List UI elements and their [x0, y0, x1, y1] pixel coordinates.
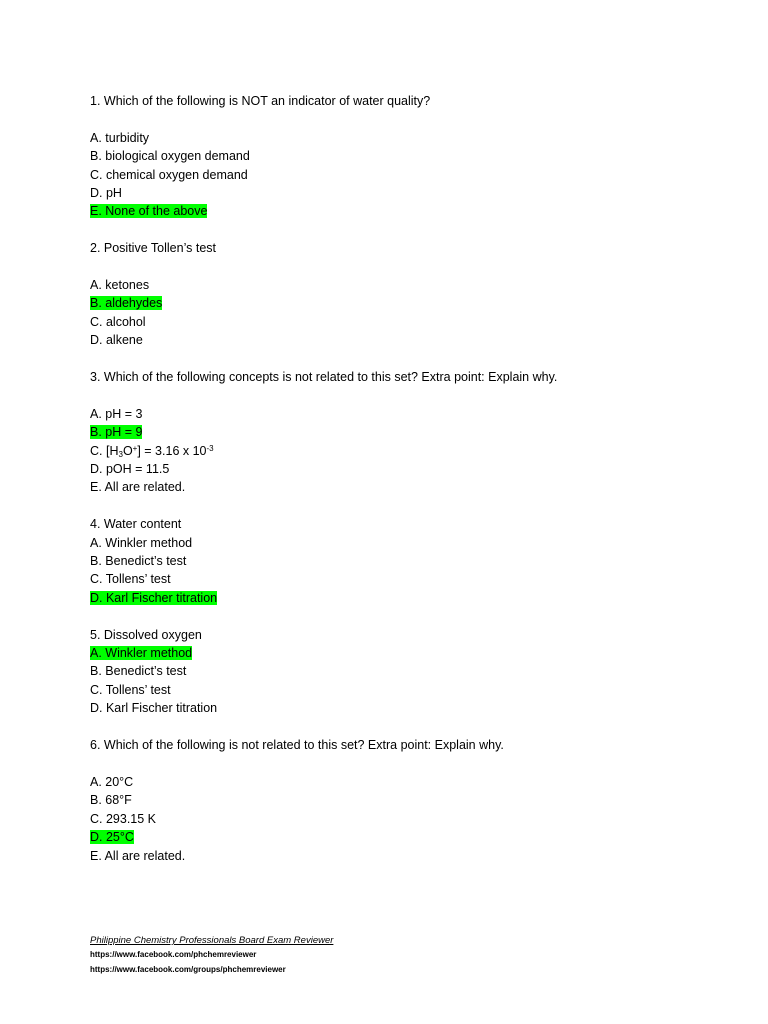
option: D. alkene [90, 333, 143, 348]
option-correct: E. None of the above [90, 204, 208, 219]
option: C. chemical oxygen demand [90, 167, 248, 182]
option: C. 293.15 K [90, 811, 157, 826]
option-correct: B. aldehydes [90, 296, 163, 311]
option: D. pH [90, 186, 122, 201]
option: C. Tollens’ test [90, 572, 171, 587]
option-correct: D. Karl Fischer titration [90, 590, 218, 605]
question-stem: 1. Which of the following is NOT an indicator of water quality? [90, 94, 431, 108]
question-5 [90, 626, 557, 718]
option: E. All are related. [90, 480, 186, 495]
option-correct: A. Winkler method [90, 646, 193, 661]
footer-link-group[interactable]: https://www.facebook.com/groups/phchemreviewer [90, 964, 286, 974]
page-footer [90, 934, 333, 977]
quiz-content [90, 92, 557, 865]
question-stem: 2. Positive Tollen’s test [90, 241, 216, 256]
question-stem: 5. Dissolved oxygen [90, 627, 202, 642]
option: B. 68°F [90, 793, 132, 808]
option: D. pOH = 11.5 [90, 462, 170, 477]
option-correct: D. 25°C [90, 830, 134, 845]
option: A. Winkler method [90, 535, 193, 550]
option: C. alcohol [90, 314, 146, 329]
question-1 [90, 92, 557, 221]
option: A. pH = 3 [90, 406, 143, 421]
option-correct: B. pH = 9 [90, 425, 143, 440]
option: A. ketones [90, 278, 150, 293]
question-stem: 6. Which of the following is not related to this set? Extra point: Explain why. [90, 738, 504, 753]
question-6 [90, 736, 557, 865]
option: C. Tollens’ test [90, 682, 171, 697]
option: E. All are related. [90, 848, 186, 863]
question-stem: 3. Which of the following concepts is not related to this set? Extra point: Explain why. [90, 370, 558, 385]
option-formula: C. $[H_3O^+] = 3.16$ x $10^{-3}$ [90, 443, 214, 459]
question-stem: 4. Water content [90, 517, 182, 532]
option: A. turbidity [90, 130, 150, 145]
footer-link-page[interactable]: https://www.facebook.com/phchemreviewer [90, 950, 257, 959]
footer-title[interactable]: Philippine Chemistry Professionals Board Exam Reviewer [90, 935, 334, 946]
option: B. biological oxygen demand [90, 149, 250, 164]
option: D. Karl Fischer titration [90, 701, 218, 716]
option: A. 20°C [90, 774, 134, 789]
option: B. Benedict’s test [90, 664, 187, 679]
question-4 [90, 515, 557, 607]
question-3 [90, 368, 557, 497]
option: B. Benedict’s test [90, 554, 187, 569]
question-2 [90, 239, 557, 349]
